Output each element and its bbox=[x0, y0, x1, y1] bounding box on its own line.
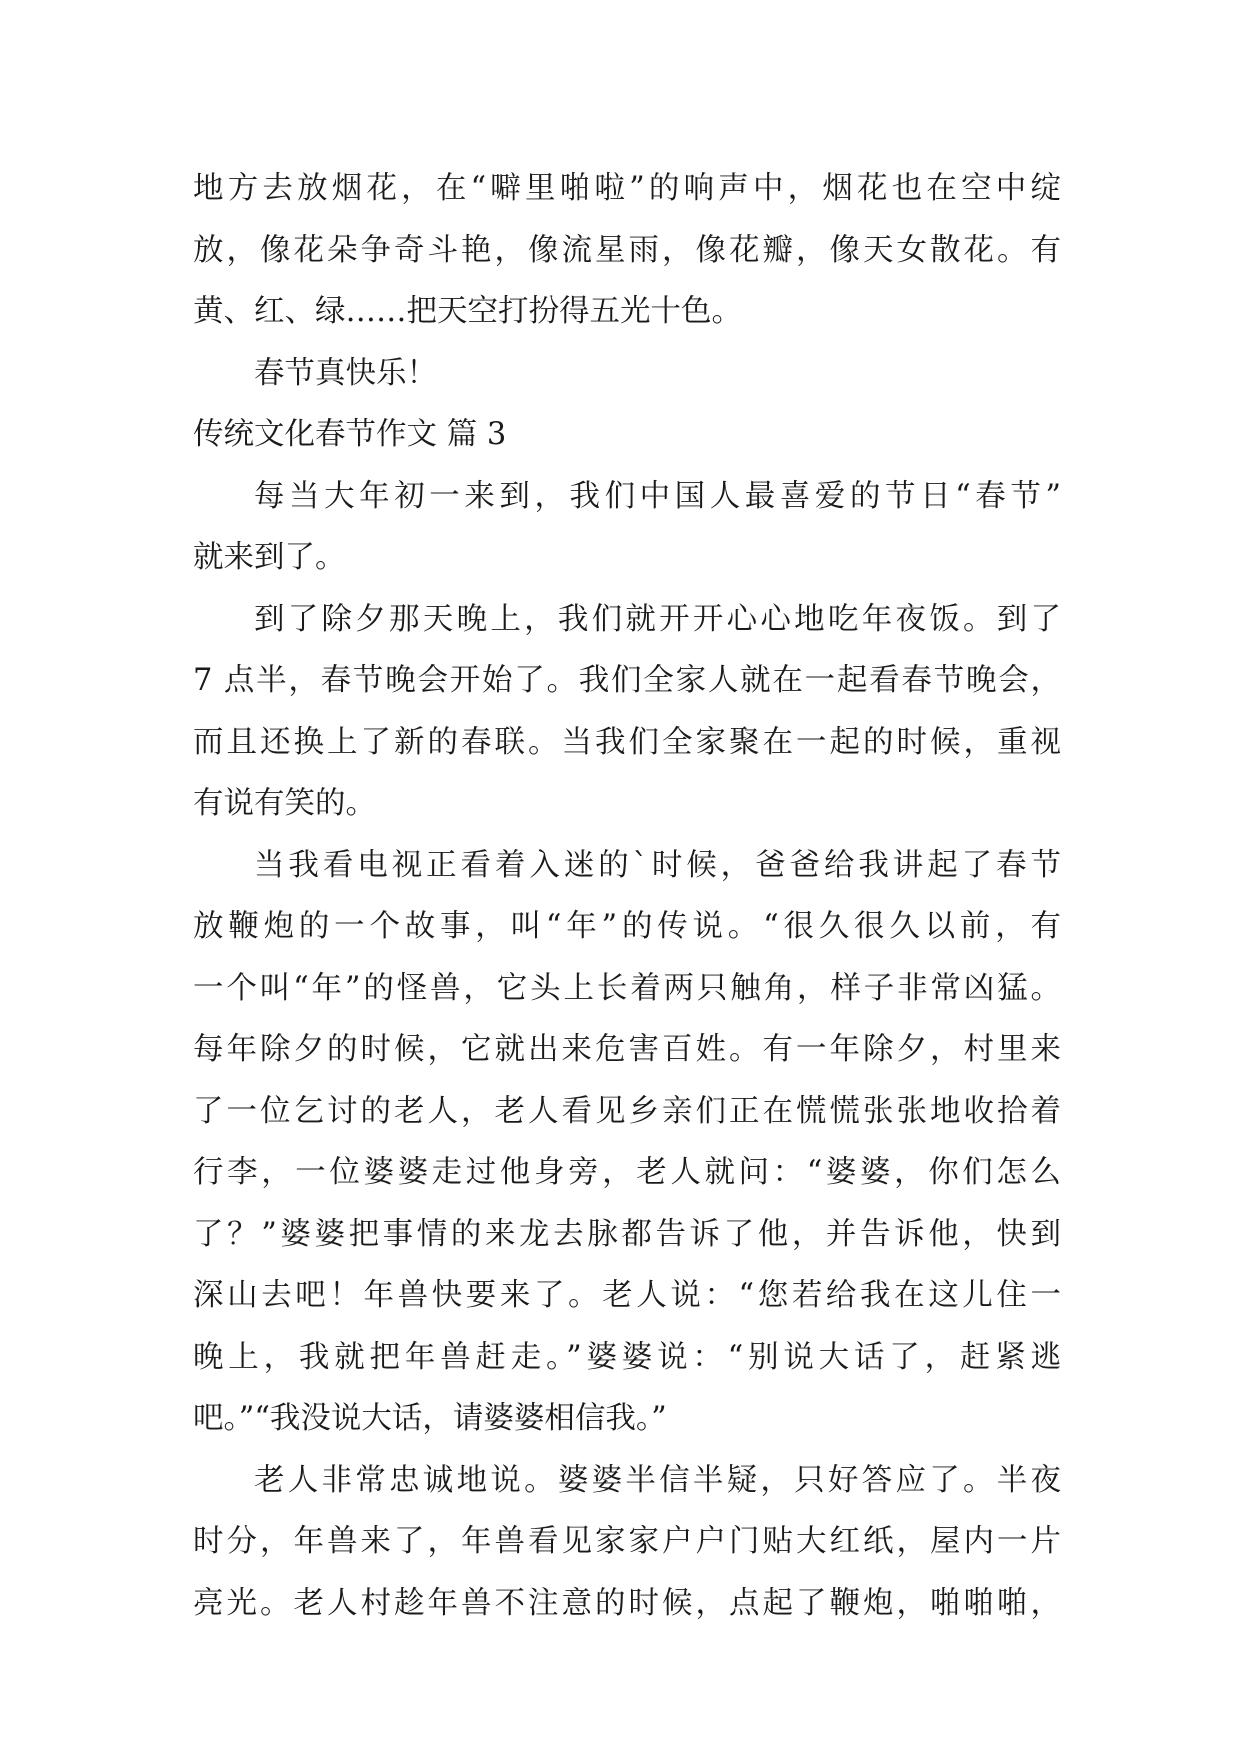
text-line: 老人非常忠诚地说。婆婆半信半疑，只好答应了。半夜 bbox=[254, 1462, 1061, 1498]
text-line: 有说有笑的。 bbox=[193, 786, 376, 821]
article-body bbox=[193, 158, 1061, 1634]
text-line: 当我看电视正看着入迷的`时候，爸爸给我讲起了春节 bbox=[254, 847, 1061, 883]
text-line: 行李，一位婆婆走过他身旁，老人就问：“婆婆，你们怎么 bbox=[193, 1155, 1061, 1190]
text-line: 地方去放烟花，在“噼里啪啦”的响声中，烟花也在空中绽 bbox=[193, 171, 1061, 206]
text-line: 一个叫“年”的怪兽，它头上长着两只触角，样子非常凶猛。 bbox=[193, 970, 1061, 1006]
text-line: 每当大年初一来到，我们中国人最喜爱的节日“春节” bbox=[254, 478, 1061, 514]
text-line: 到了除夕那天晚上，我们就开开心心地吃年夜饭。到了 bbox=[254, 601, 1061, 637]
text-line: 了？”婆婆把事情的来龙去脉都告诉了他，并告诉他，快到 bbox=[193, 1216, 1061, 1252]
text-line: 而且还换上了新的春联。当我们全家聚在一起的时候，重视 bbox=[193, 724, 1061, 760]
text-line: 放，像花朵争奇斗艳，像流星雨，像花瓣，像天女散花。有 bbox=[193, 232, 1061, 268]
text-line: 每年除夕的时候，它就出来危害百姓。有一年除夕，村里来 bbox=[193, 1032, 1061, 1067]
text-line: 春节真快乐！ bbox=[254, 355, 437, 391]
text-line: 就来到了。 bbox=[193, 540, 346, 575]
text-line: 时分，年兽来了，年兽看见家家户户门贴大红纸，屋内一片 bbox=[193, 1524, 1061, 1559]
text-line: 放鞭炮的一个故事，叫“年”的传说。“很久很久以前，有 bbox=[193, 909, 1061, 944]
text-line: 7 点半，春节晚会开始了。我们全家人就在一起看春节晚会， bbox=[193, 663, 1061, 698]
section-title: 传统文化春节作文 篇 3 bbox=[193, 417, 507, 452]
text-line: 了一位乞讨的老人，老人看见乡亲们正在慌慌张张地收拾着 bbox=[193, 1093, 1061, 1129]
text-line: 吧。”“我没说大话，请婆婆相信我。” bbox=[193, 1401, 667, 1436]
text-line: 亮光。老人村趁年兽不注意的时候，点起了鞭炮，啪啪啪， bbox=[193, 1585, 1061, 1621]
text-line: 深山去吧！年兽快要来了。老人说：“您若给我在这儿住一 bbox=[193, 1278, 1061, 1313]
text-line: 晚上，我就把年兽赶走。”婆婆说：“别说大话了，赶紧逃 bbox=[193, 1339, 1061, 1375]
text-line: 黄、红、绿……把天空打扮得五光十色。 bbox=[193, 294, 742, 329]
